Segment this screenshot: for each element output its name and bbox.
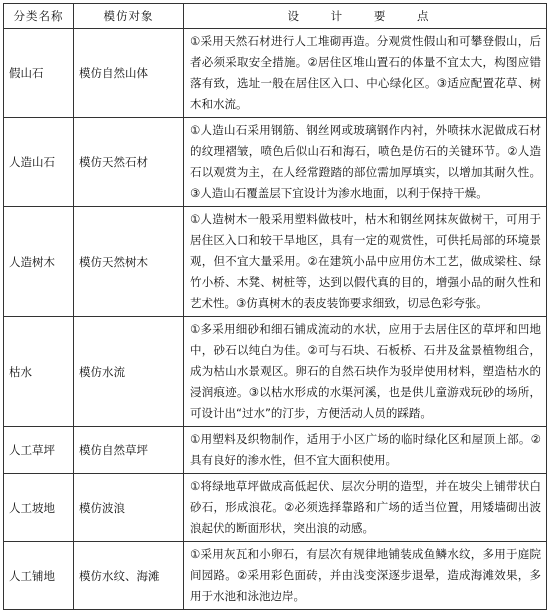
- row-name: 人造树木: [4, 207, 74, 317]
- document: [3, 3, 546, 603]
- header-imitation-object: 模仿对象: [74, 4, 184, 29]
- table-row: [4, 427, 547, 474]
- header-category-name: 分类名称: [4, 4, 74, 29]
- row-imitation: 模仿自然草坪: [74, 427, 184, 474]
- row-name: 人工草坪: [4, 427, 74, 474]
- header-design-points: 设 计 要 点: [184, 4, 547, 29]
- row-name: 人工坡地: [4, 474, 74, 542]
- row-description: ①采用灰瓦和小卵石，有层次有规律地铺装成鱼鳞水纹，多用于庭院间园路。②采用彩色面砖，并由浅变深逐步退晕，造成海滩效果，多用于水池和泳池边岸。: [184, 542, 547, 610]
- row-imitation: 模仿天然树木: [74, 207, 184, 317]
- row-description: ①人造山石采用钢筋、钢丝网或玻璃钢作内衬，外喷抹水泥做成石材的纹理褶皱，喷色后似山石和海石，喷色是仿石的关键环节。②人造石以观赏为主，在人经常蹬踏的部位需加厚填实，以增加其耐久性。③人造山石覆盖层下宜设计为渗水地面，以利于保持干燥。: [184, 118, 547, 207]
- row-description: ①将绿地草坪做成高低起伏、层次分明的造型，并在坡尖上铺带状白砂石，形成浪花。②必须选择靠路和广场的适当位置，用矮墙砌出波浪起伏的断面形状，突出浪的动感。: [184, 474, 547, 542]
- row-name: 枯水: [4, 317, 74, 427]
- table-row: [4, 207, 547, 317]
- table-row: [4, 317, 547, 427]
- row-description: ①多采用细砂和细石铺成流动的水状，应用于去居住区的草坪和凹地中，砂石以纯白为佳。②可与石块、石板桥、石井及盆景植物组合，成为枯山水景观区。卵石的自然石块作为驳岸使用材料，塑造枯水的浸润痕迹。③以枯水形成的水渠河溪，也是供儿童游戏玩砂的场所，可设计出“过水”的汀步，方便活动人员的踩踏。: [184, 317, 547, 427]
- row-imitation: 模仿天然石材: [74, 118, 184, 207]
- row-name: 人工铺地: [4, 542, 74, 610]
- table-row: [4, 29, 547, 118]
- table-row: [4, 474, 547, 542]
- table-row: [4, 118, 547, 207]
- row-name: 人造山石: [4, 118, 74, 207]
- row-imitation: 模仿波浪: [74, 474, 184, 542]
- table-header-row: [4, 4, 547, 29]
- table-row: [4, 542, 547, 610]
- row-imitation: 模仿自然山体: [74, 29, 184, 118]
- row-name: 假山石: [4, 29, 74, 118]
- row-description: ①人造树木一般采用塑料做枝叶，枯木和钢丝网抹灰做树干，可用于居住区入口和较干旱地区，具有一定的观赏性，可供托局部的环境景观，但不宜大量采用。②在建筑小品中应用仿木工艺，做成梁柱、绿竹小桥、木凳、树桩等，达到以假代真的目的，增强小品的耐久性和艺术性。③仿真树木的表皮装饰要求细致，切忌色彩夸张。: [184, 207, 547, 317]
- row-imitation: 模仿水流: [74, 317, 184, 427]
- row-description: ①用塑料及织物制作，适用于小区广场的临时绿化区和屋顶上部。②具有良好的渗水性，但不宜大面积使用。: [184, 427, 547, 474]
- design-points-table: [3, 3, 547, 610]
- row-imitation: 模仿水纹、海滩: [74, 542, 184, 610]
- row-description: ①采用天然石材进行人工堆砌再造。分观赏性假山和可攀登假山，后者必须采取安全措施。②居住区堆山置石的体量不宜太大，构图应错落有致，选址一般在居住区入口、中心绿化区。③适应配置花草、树木和水流。: [184, 29, 547, 118]
